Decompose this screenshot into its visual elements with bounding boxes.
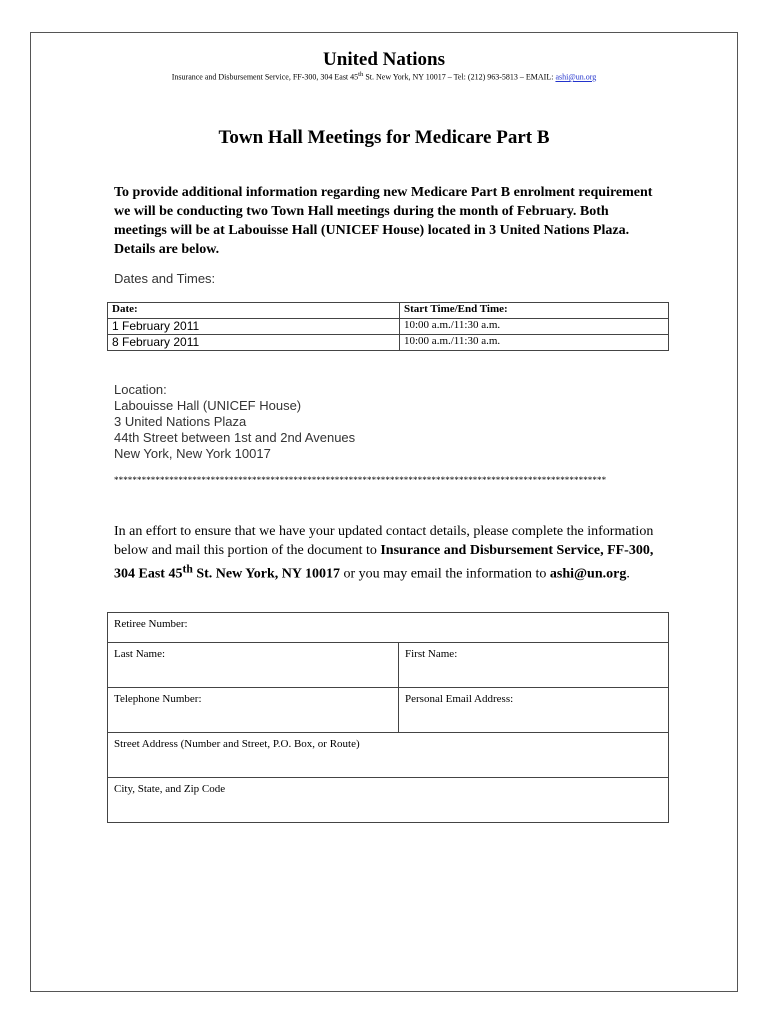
intro-paragraph: To provide additional information regarding new Medicare Part B enrolment requirement we will be conducting two Town Hall meetings during the month of February. Both meetings will be at Labouisse Hall (UNICEF House) located in 3 United Nations Plaza. Details are below. (114, 185, 653, 257)
address-text: Insurance and Disbursement Service, FF-300, 304 East 45 (171, 72, 359, 82)
request-address-rest: St. New York, NY 10017 (192, 566, 340, 582)
location-line: 3 United Nations Plaza (114, 414, 247, 429)
page-heading: Town Hall Meetings for Medicare Part B (218, 127, 550, 148)
email-link[interactable]: ashi@un.org (555, 72, 597, 82)
date-cell: 8 February 2011 (108, 335, 400, 351)
street-address-field[interactable]: Street Address (Number and Street, P.O. Box, or Route) (108, 733, 669, 778)
col-date-header: Date: (108, 303, 400, 319)
time-cell: 10:00 a.m./11:30 a.m. (400, 335, 669, 351)
time-cell: 10:00 a.m./11:30 a.m. (400, 319, 669, 335)
address-sup: th (358, 71, 364, 78)
col-time-header: Start Time/End Time: (400, 303, 669, 319)
contact-form (107, 612, 669, 823)
telephone-field[interactable]: Telephone Number: (108, 688, 399, 733)
retiree-number-field[interactable]: Retiree Number: (108, 613, 669, 643)
request-text-2: or you may email the information to (339, 566, 550, 582)
last-name-field[interactable]: Last Name: (108, 643, 399, 688)
address-line (31, 71, 737, 82)
city-state-zip-field[interactable]: City, State, and Zip Code (108, 778, 669, 823)
request-text-3: . (626, 566, 630, 582)
document-page (30, 32, 738, 992)
location-line: New York, New York 10017 (114, 446, 271, 461)
location-label: Location: (114, 382, 167, 397)
request-paragraph (114, 523, 654, 584)
first-name-field[interactable]: First Name: (399, 643, 669, 688)
request-address-sup: th (182, 562, 193, 575)
email-field[interactable]: Personal Email Address: (399, 688, 669, 733)
location-line: 44th Street between 1st and 2nd Avenues (114, 430, 356, 445)
separator-line: *********************************************************************************************************** (114, 475, 607, 485)
table-row (108, 319, 669, 335)
org-title: United Nations (323, 49, 445, 70)
request-text: In an effort to ensure that we have your updated contact details, please complete the information below and mail this portion of the document to (114, 524, 654, 558)
location-block (114, 382, 355, 462)
table-row (108, 335, 669, 351)
request-email: ashi@un.org (549, 566, 627, 582)
dates-table (107, 302, 669, 351)
request-address: Insurance and Disbursement Service, FF-300, 304 East 45 (114, 542, 654, 582)
address-rest: St. New York, NY 10017 – Tel: (212) 963-5813 – EMAIL: (363, 72, 556, 82)
table-header-row (108, 303, 669, 319)
date-cell: 1 February 2011 (108, 319, 400, 335)
location-line: Labouisse Hall (UNICEF House) (114, 398, 302, 413)
dates-label: Dates and Times: (114, 271, 216, 286)
